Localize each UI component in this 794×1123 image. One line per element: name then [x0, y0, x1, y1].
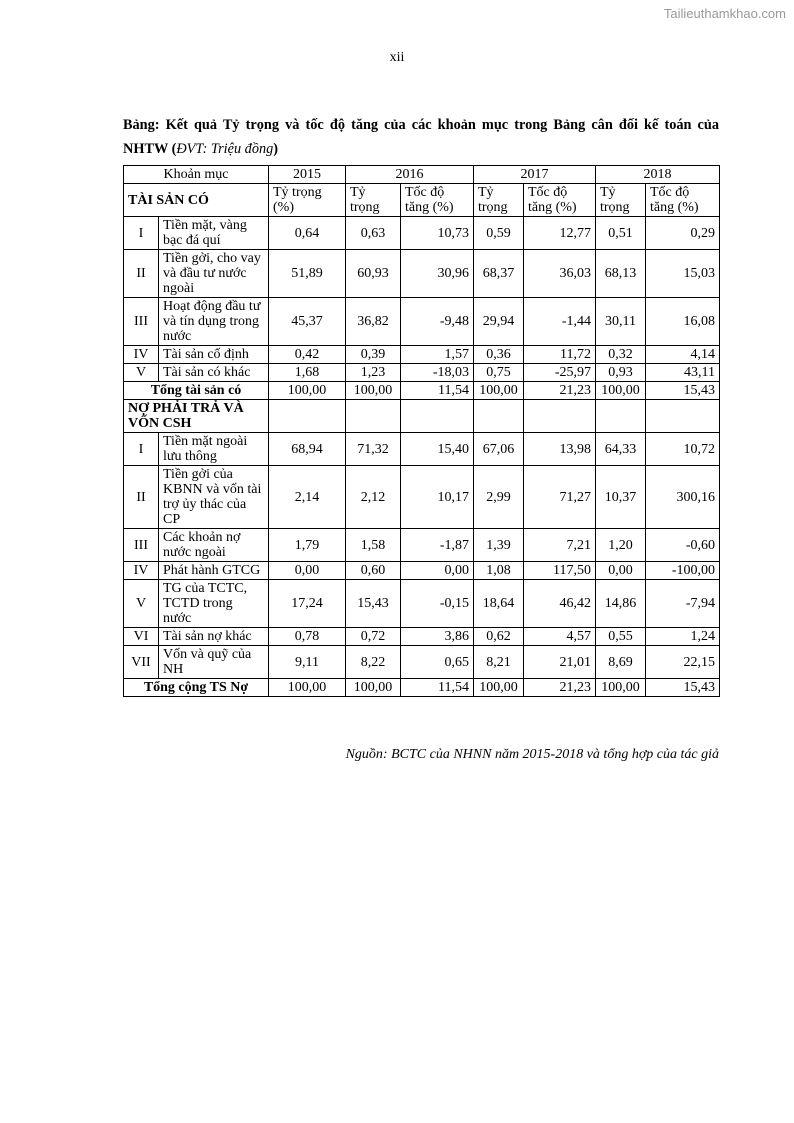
share-2018-cell: 0,93 — [596, 364, 646, 382]
empty-cell — [596, 400, 646, 433]
item-name-cell: Tài sản có khác — [159, 364, 269, 382]
growth-2016-cell: 3,86 — [401, 628, 474, 646]
share-2015-cell: 100,00 — [269, 679, 346, 697]
empty-cell — [401, 400, 474, 433]
share-2018-cell: 64,33 — [596, 433, 646, 466]
title-unit: ĐVT: Triệu đồng — [176, 141, 274, 157]
table-row — [124, 646, 720, 679]
growth-2018-cell: 0,29 — [646, 217, 720, 250]
section-liabilities: NỢ PHẢI TRẢ VÀ VỐN CSH — [124, 400, 269, 433]
growth-2018-cell: 15,03 — [646, 250, 720, 298]
growth-2016-cell: 15,40 — [401, 433, 474, 466]
watermark: Tailieuthamkhao.com — [663, 6, 786, 21]
table-row — [124, 466, 720, 529]
growth-2018-cell: 43,11 — [646, 364, 720, 382]
item-name-cell: Hoạt động đầu tư và tín dụng trong nước — [159, 298, 269, 346]
row-number-cell: III — [124, 529, 159, 562]
share-2015-cell: 45,37 — [269, 298, 346, 346]
growth-2018-cell: -0,60 — [646, 529, 720, 562]
share-2017-cell: 2,99 — [474, 466, 524, 529]
share-2016-cell: 0,60 — [346, 562, 401, 580]
title-close: ) — [273, 141, 279, 157]
growth-2016-cell: 11,54 — [401, 382, 474, 400]
item-name-cell: Vốn và quỹ của NH — [159, 646, 269, 679]
item-name-cell: Tài sản cố định — [159, 346, 269, 364]
growth-2017-cell: 12,77 — [524, 217, 596, 250]
share-2016-cell: 0,39 — [346, 346, 401, 364]
header-2015: 2015 — [269, 166, 346, 184]
growth-2018-cell: 10,72 — [646, 433, 720, 466]
total-assets-row — [124, 382, 720, 400]
row-number-cell: VI — [124, 628, 159, 646]
share-2016-cell: 15,43 — [346, 580, 401, 628]
share-2016-cell: 8,22 — [346, 646, 401, 679]
subheader-share-2018: Tỷ trọng — [596, 184, 646, 217]
growth-2016-cell: 0,65 — [401, 646, 474, 679]
share-2016-cell: 1,58 — [346, 529, 401, 562]
share-2018-cell: 0,00 — [596, 562, 646, 580]
table-row — [124, 433, 720, 466]
growth-2016-cell: 10,17 — [401, 466, 474, 529]
growth-2017-cell: 46,42 — [524, 580, 596, 628]
header-2018: 2018 — [596, 166, 720, 184]
header-row — [124, 166, 720, 184]
share-2017-cell: 8,21 — [474, 646, 524, 679]
balance-sheet-table — [123, 165, 720, 697]
share-2018-cell: 0,55 — [596, 628, 646, 646]
share-2018-cell: 10,37 — [596, 466, 646, 529]
table-row — [124, 364, 720, 382]
empty-cell — [346, 400, 401, 433]
share-2016-cell: 36,82 — [346, 298, 401, 346]
row-number-cell: V — [124, 364, 159, 382]
total-label-cell: Tổng cộng TS Nợ — [124, 679, 269, 697]
share-2015-cell: 2,14 — [269, 466, 346, 529]
share-2017-cell: 0,59 — [474, 217, 524, 250]
share-2018-cell: 1,20 — [596, 529, 646, 562]
growth-2016-cell: 11,54 — [401, 679, 474, 697]
share-2018-cell: 100,00 — [596, 382, 646, 400]
growth-2018-cell: 300,16 — [646, 466, 720, 529]
row-number-cell: I — [124, 433, 159, 466]
row-number-cell: I — [124, 217, 159, 250]
growth-2017-cell: 71,27 — [524, 466, 596, 529]
growth-2016-cell: -1,87 — [401, 529, 474, 562]
growth-2016-cell: 10,73 — [401, 217, 474, 250]
section-assets: TÀI SẢN CÓ — [124, 184, 269, 217]
empty-cell — [269, 400, 346, 433]
table-row — [124, 580, 720, 628]
growth-2017-cell: 36,03 — [524, 250, 596, 298]
empty-cell — [646, 400, 720, 433]
share-2016-cell: 0,63 — [346, 217, 401, 250]
share-2015-cell: 0,64 — [269, 217, 346, 250]
share-2017-cell: 100,00 — [474, 382, 524, 400]
share-2017-cell: 0,62 — [474, 628, 524, 646]
row-number-cell: V — [124, 580, 159, 628]
share-2016-cell: 0,72 — [346, 628, 401, 646]
table-row — [124, 217, 720, 250]
share-2017-cell: 67,06 — [474, 433, 524, 466]
share-2018-cell: 68,13 — [596, 250, 646, 298]
growth-2016-cell: -18,03 — [401, 364, 474, 382]
share-2017-cell: 18,64 — [474, 580, 524, 628]
page-number: xii — [389, 50, 405, 65]
table-row — [124, 346, 720, 364]
source-note: Nguồn: BCTC của NHNN năm 2015-2018 và tổng hợp của tác giả — [345, 747, 719, 762]
share-2016-cell: 60,93 — [346, 250, 401, 298]
growth-2018-cell: 22,15 — [646, 646, 720, 679]
table-row — [124, 628, 720, 646]
share-2015-cell: 0,78 — [269, 628, 346, 646]
liabilities-section-row — [124, 400, 720, 433]
growth-2018-cell: 1,24 — [646, 628, 720, 646]
share-2018-cell: 8,69 — [596, 646, 646, 679]
row-number-cell: II — [124, 250, 159, 298]
growth-2017-cell: 11,72 — [524, 346, 596, 364]
growth-2016-cell: 30,96 — [401, 250, 474, 298]
growth-2016-cell: 1,57 — [401, 346, 474, 364]
header-2016: 2016 — [346, 166, 474, 184]
share-2017-cell: 29,94 — [474, 298, 524, 346]
subheader-growth-2018: Tốc độ tăng (%) — [646, 184, 720, 217]
item-name-cell: Tài sản nợ khác — [159, 628, 269, 646]
share-2016-cell: 2,12 — [346, 466, 401, 529]
share-2015-cell: 17,24 — [269, 580, 346, 628]
subheader-growth-2017: Tốc độ tăng (%) — [524, 184, 596, 217]
item-name-cell: Tiền mặt, vàng bạc đá quí — [159, 217, 269, 250]
growth-2017-cell: 21,23 — [524, 382, 596, 400]
row-number-cell: IV — [124, 562, 159, 580]
share-2017-cell: 0,36 — [474, 346, 524, 364]
item-name-cell: Tiền mặt ngoài lưu thông — [159, 433, 269, 466]
growth-2018-cell: 16,08 — [646, 298, 720, 346]
item-name-cell: Phát hành GTCG — [159, 562, 269, 580]
growth-2017-cell: -25,97 — [524, 364, 596, 382]
share-2015-cell: 68,94 — [269, 433, 346, 466]
total-label-cell: Tổng tài sản có — [124, 382, 269, 400]
empty-cell — [524, 400, 596, 433]
share-2017-cell: 100,00 — [474, 679, 524, 697]
total-liabilities-row — [124, 679, 720, 697]
header-item: Khoản mục — [124, 166, 269, 184]
share-2018-cell: 14,86 — [596, 580, 646, 628]
share-2018-cell: 0,51 — [596, 217, 646, 250]
share-2018-cell: 0,32 — [596, 346, 646, 364]
share-2017-cell: 0,75 — [474, 364, 524, 382]
growth-2018-cell: -100,00 — [646, 562, 720, 580]
growth-2018-cell: 15,43 — [646, 382, 720, 400]
share-2018-cell: 30,11 — [596, 298, 646, 346]
row-number-cell: IV — [124, 346, 159, 364]
share-2015-cell: 9,11 — [269, 646, 346, 679]
share-2016-cell: 71,32 — [346, 433, 401, 466]
growth-2017-cell: 4,57 — [524, 628, 596, 646]
row-number-cell: VII — [124, 646, 159, 679]
table-row — [124, 298, 720, 346]
share-2016-cell: 1,23 — [346, 364, 401, 382]
item-name-cell: Tiền gởi, cho vay và đầu tư nước ngoài — [159, 250, 269, 298]
share-2015-cell: 0,42 — [269, 346, 346, 364]
growth-2016-cell: -9,48 — [401, 298, 474, 346]
table-row — [124, 529, 720, 562]
share-2015-cell: 51,89 — [269, 250, 346, 298]
subheader-share-2016: Tỷ trọng — [346, 184, 401, 217]
subheader-growth-2016: Tốc độ tăng (%) — [401, 184, 474, 217]
header-2017: 2017 — [474, 166, 596, 184]
row-number-cell: II — [124, 466, 159, 529]
item-name-cell: TG của TCTC, TCTD trong nước — [159, 580, 269, 628]
item-name-cell: Tiền gởi của KBNN và vốn tài trợ ủy thác của CP — [159, 466, 269, 529]
growth-2017-cell: 13,98 — [524, 433, 596, 466]
growth-2018-cell: -7,94 — [646, 580, 720, 628]
share-2017-cell: 1,39 — [474, 529, 524, 562]
table-body — [124, 166, 720, 697]
share-2015-cell: 100,00 — [269, 382, 346, 400]
row-number-cell: III — [124, 298, 159, 346]
share-2018-cell: 100,00 — [596, 679, 646, 697]
growth-2016-cell: -0,15 — [401, 580, 474, 628]
growth-2017-cell: 21,01 — [524, 646, 596, 679]
share-2017-cell: 1,08 — [474, 562, 524, 580]
growth-2017-cell: 7,21 — [524, 529, 596, 562]
share-2016-cell: 100,00 — [346, 382, 401, 400]
growth-2018-cell: 4,14 — [646, 346, 720, 364]
growth-2017-cell: 21,23 — [524, 679, 596, 697]
table-row — [124, 562, 720, 580]
subheader-share-2017: Tỷ trọng — [474, 184, 524, 217]
table-title — [123, 113, 719, 161]
empty-cell — [474, 400, 524, 433]
title-main: Bảng: Kết quả Tỷ trọng và tốc độ tăng của các khoản mục trong Bảng cân đối kế toán của NHTW ( — [123, 117, 719, 157]
share-2016-cell: 100,00 — [346, 679, 401, 697]
share-2015-cell: 0,00 — [269, 562, 346, 580]
growth-2018-cell: 15,43 — [646, 679, 720, 697]
table-row — [124, 250, 720, 298]
share-2015-cell: 1,68 — [269, 364, 346, 382]
growth-2016-cell: 0,00 — [401, 562, 474, 580]
share-2015-cell: 1,79 — [269, 529, 346, 562]
subheader-row — [124, 184, 720, 217]
item-name-cell: Các khoản nợ nước ngoài — [159, 529, 269, 562]
growth-2017-cell: 117,50 — [524, 562, 596, 580]
subheader-share-2015: Tỷ trọng (%) — [269, 184, 346, 217]
growth-2017-cell: -1,44 — [524, 298, 596, 346]
share-2017-cell: 68,37 — [474, 250, 524, 298]
